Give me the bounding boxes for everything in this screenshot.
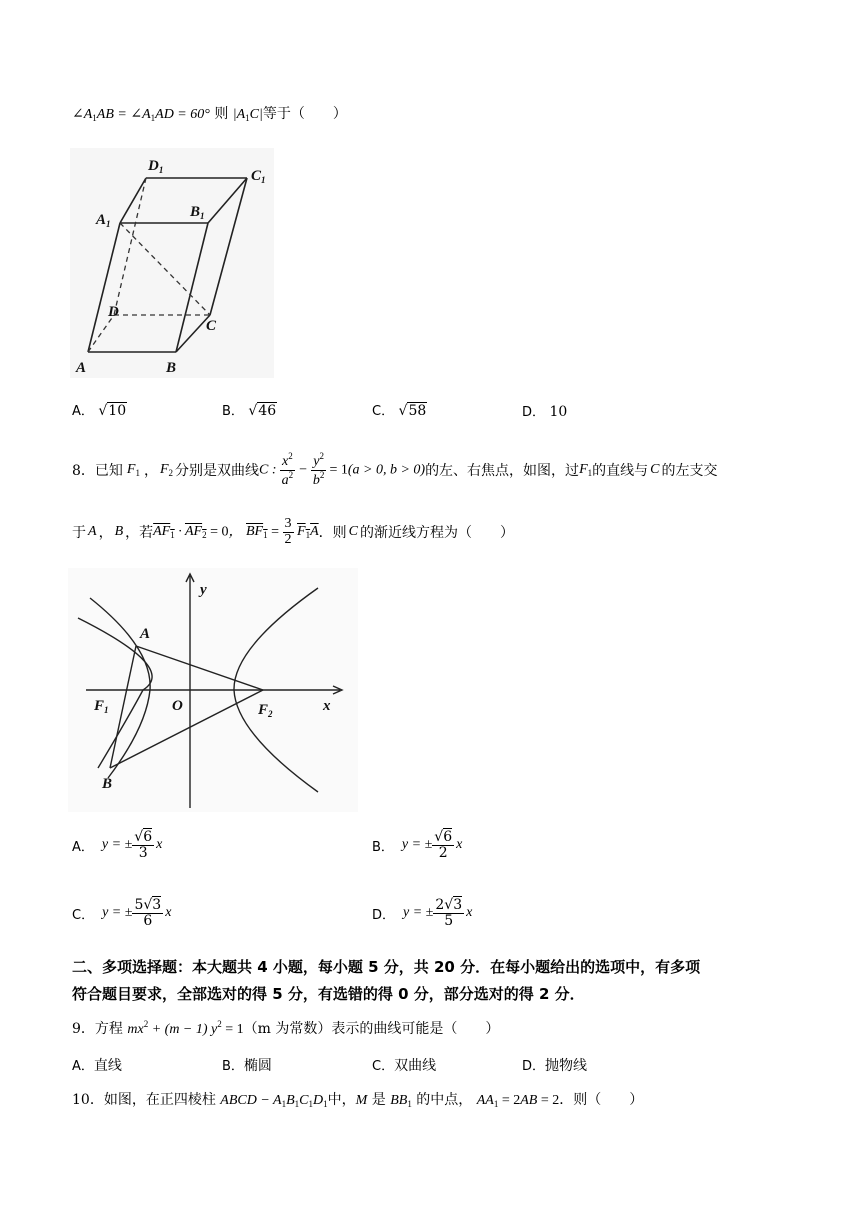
q8-option-b[interactable]: B． y = ± $\frac{√6}{2}$ x [372, 829, 463, 861]
label-D1: $D_1$ [148, 158, 164, 175]
label-point-B: B [102, 776, 113, 792]
q8-option-a[interactable]: A． y = ± $\frac{√6}{3}$ x [72, 829, 163, 861]
q9-stem: 9．方程 $mx^2 + (m - 1) y^2 = 1(m$ 为常数）表示的曲线可能是（ ） [72, 1019, 500, 1037]
q7-option-c[interactable]: C． √58 [372, 403, 427, 419]
q7-option-d[interactable]: D． 10 [522, 404, 568, 420]
label-F2: $F_2$ [258, 702, 273, 719]
q10-stem: 10．如图，在正四棱柱 ABCD − $A_1B_1C_1D_1$中，M 是 $BB_1$ 的中点， $AA_1 = 2AB = 2$．则（ ） [72, 1092, 644, 1109]
q7-stem-line [72, 103, 347, 123]
label-y-axis: y [200, 582, 207, 598]
q8-option-d[interactable]: D． y = ± $\frac{2√3}{5}$ x [372, 897, 473, 929]
section2-heading-line1: 二、多项选择题：本大题共 4 小题，每小题 5 分，共 20 分．在每小题给出的选项中，有多项 [72, 958, 701, 976]
q10-length-condition: $AA_1 = 2AB = 2$ [476, 1093, 560, 1109]
label-B: B [166, 360, 177, 376]
label-B1: $B_1$ [190, 204, 205, 221]
label-C1: $C_1$ [251, 168, 266, 185]
section2-heading-line2: 符合题目要求，全部选对的得 5 分，有选错的得 0 分，部分选对的得 2 分． [72, 985, 585, 1003]
q7-stem-tail: 等于（ ） [262, 106, 347, 122]
q8-hyperbola-figure [68, 568, 358, 812]
q7-option-b[interactable]: B． √46 [222, 403, 277, 419]
q9-option-d[interactable]: D．抛物线 [522, 1058, 588, 1074]
q8-option-c[interactable]: C． y = ± $\frac{5√3}{6}$ x [72, 897, 172, 929]
q8-dot-product-condition: $AF_1 \cdot AF_2 = 0$， $BF_1$ = $\frac{3}{2}$ $F_1A$ [153, 515, 319, 547]
q9-option-a[interactable]: A．直线 [72, 1058, 122, 1074]
q7-stem-end: 则 [214, 106, 229, 122]
q7-angle-condition: $\angle A_1AB$ = $\angle A_1AD = 60^\circ$ [72, 107, 210, 123]
q9-equation: $mx^2 + (m - 1) y^2 = 1$ [127, 1019, 244, 1037]
q7-option-a[interactable]: A． √10 [72, 403, 127, 419]
label-A1: $A_1$ [96, 212, 111, 229]
label-F1: $F_1$ [94, 698, 109, 715]
q7-length-expr: $|A_1C|$ [232, 107, 263, 123]
q8-hyperbola-equation: C : $\frac{x^2}{a^2}$ − $\frac{y^2}{b^2}$ = 1(a > 0, b > 0) [259, 450, 426, 488]
q9-option-b[interactable]: B．椭圆 [222, 1058, 272, 1074]
label-D: D [108, 304, 119, 320]
q9-option-c[interactable]: C．双曲线 [372, 1058, 437, 1074]
label-point-A: A [140, 626, 151, 642]
label-A: A [76, 360, 87, 376]
label-origin: O [172, 698, 183, 714]
q8-stem-line2: 于 A ， B ，若 $AF_1 \cdot AF_2 = 0$， $BF_1$ = $\frac{3}{2}$ $F_1A$ ．则 C 的渐近线方程为（ ） [72, 515, 514, 547]
q7-parallelepiped-figure [70, 148, 274, 378]
q8-stem-line1: 8． 已知 $F_1$ ， $F_2$ 分别是双曲线 C : $\frac{x^2}{a^2}$ − $\frac{y^2}{b^2}$ = 1(a > 0, b > 0) 的左、右焦点，如图，过 $F_1$ 的直线与 C 的左支交 [72, 450, 718, 488]
label-x-axis: x [323, 698, 331, 714]
q10-prism-name: ABCD − $A_1B_1C_1D_1$ [220, 1093, 328, 1109]
label-C: C [206, 318, 217, 334]
